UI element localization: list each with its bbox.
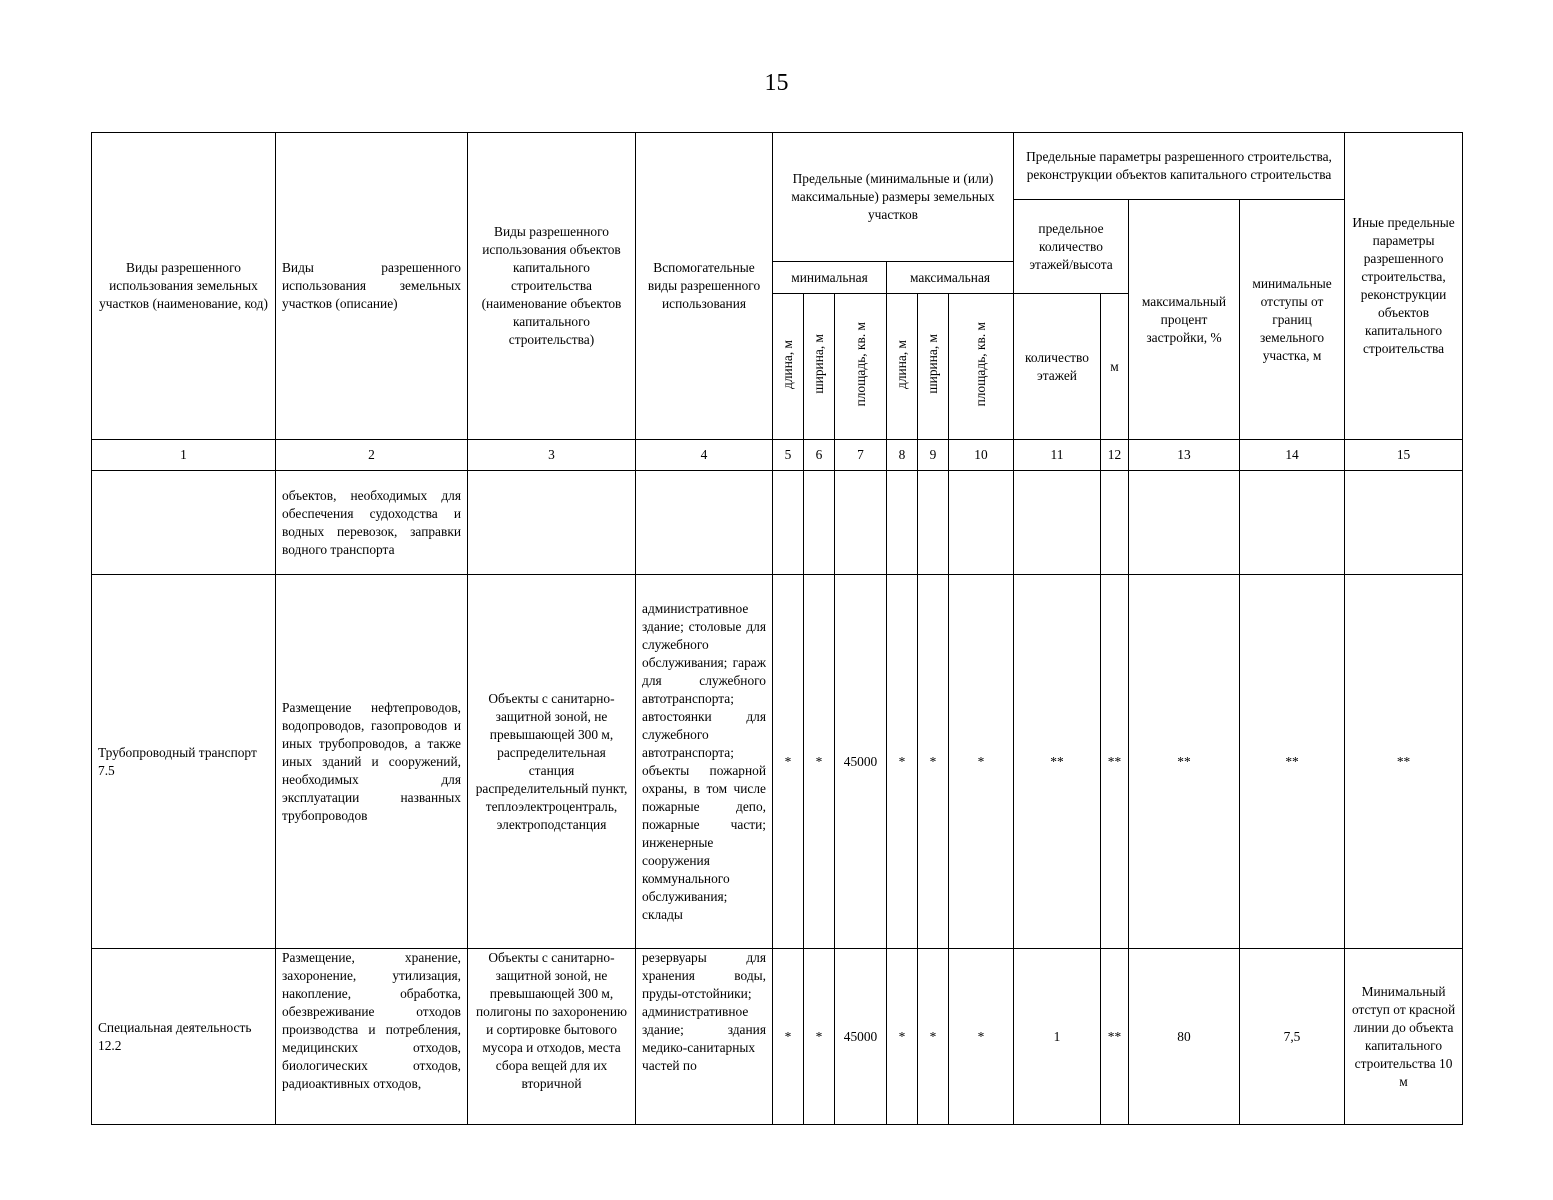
header-min-length: длина, м	[773, 294, 804, 440]
header-land-use-name: Виды разрешенного использования земельных участков (наименование, код)	[92, 133, 276, 440]
col-number: 1	[92, 440, 276, 471]
cell-min-width	[804, 471, 835, 575]
col-number: 2	[276, 440, 468, 471]
header-max-width: ширина, м	[918, 294, 949, 440]
header-auxiliary-use: Вспомогательные виды разрешенного использования	[636, 133, 773, 440]
col-number: 9	[918, 440, 949, 471]
cell-floor-count: **	[1014, 575, 1101, 949]
header-floor-count: количество этажей	[1014, 294, 1101, 440]
header-min-area: площадь, кв. м	[835, 294, 887, 440]
cell-min-indent: 7,5	[1240, 949, 1345, 1125]
header-min-width: ширина, м	[804, 294, 835, 440]
cell-height-m: **	[1101, 949, 1129, 1125]
col-number: 14	[1240, 440, 1345, 471]
table-row	[92, 471, 1463, 575]
header-min-indent: минимальные отступы от границ земельного участка, м	[1240, 200, 1345, 440]
cell-land-use-description: Размещение, хранение, захоронение, утилизация, накопление, обработка, обезвреживание отходов производства и потребления, медицинских отходов, биологических отходов, радиоактивных отходов,	[276, 949, 468, 1125]
col-number: 10	[949, 440, 1014, 471]
cell-max-area: *	[949, 949, 1014, 1125]
col-number: 13	[1129, 440, 1240, 471]
cell-land-use-name: Специальная деятельность 12.2	[92, 949, 276, 1125]
header-max-percent: максимальный процент застройки, %	[1129, 200, 1240, 440]
cell-height-m	[1101, 471, 1129, 575]
col-number: 11	[1014, 440, 1101, 471]
col-number: 5	[773, 440, 804, 471]
cell-min-area: 45000	[835, 575, 887, 949]
cell-min-area: 45000	[835, 949, 887, 1125]
header-max-length: длина, м	[887, 294, 918, 440]
cell-building-use: Объекты с санитарно-защитной зоной, не превышающей 300 м, полигоны по захоронению и сортировке бытового мусора и отходов, места сбора вещей для их вторичной	[468, 949, 636, 1125]
cell-max-width: *	[918, 949, 949, 1125]
cell-land-use-name: Трубопроводный транспорт 7.5	[92, 575, 276, 949]
cell-max-percent: **	[1129, 575, 1240, 949]
page-number: 15	[764, 70, 789, 96]
cell-land-use-name	[92, 471, 276, 575]
cell-land-use-description: Размещение нефтепроводов, водопроводов, газопроводов и иных трубопроводов, а также иных зданий и сооружений, необходимых для эксплуатации названных трубопроводов	[276, 575, 468, 949]
col-number: 15	[1345, 440, 1463, 471]
cell-other-params	[1345, 471, 1463, 575]
cell-building-use: Объекты с санитарно-защитной зоной, не превышающей 300 м, распределительная станция распределительный пункт, теплоэлектроцентраль, электроподстанция	[468, 575, 636, 949]
cell-other-params: **	[1345, 575, 1463, 949]
cell-min-area	[835, 471, 887, 575]
cell-min-length	[773, 471, 804, 575]
cell-max-percent	[1129, 471, 1240, 575]
column-number-row	[92, 440, 1463, 471]
cell-min-length: *	[773, 949, 804, 1125]
table-row	[92, 949, 1463, 1125]
col-number: 3	[468, 440, 636, 471]
header-construction-params-group: Предельные параметры разрешенного строительства, реконструкции объектов капитального строительства	[1014, 133, 1345, 200]
header-height-m: м	[1101, 294, 1129, 440]
cell-max-length: *	[887, 949, 918, 1125]
cell-min-indent	[1240, 471, 1345, 575]
col-number: 12	[1101, 440, 1129, 471]
cell-other-params: Минимальный отступ от красной линии до объекта капитального строительства 10 м	[1345, 949, 1463, 1125]
cell-auxiliary-use: административное здание; столовые для служебного обслуживания; гараж для служебного автотранспорта; автостоянки для служебного автотранспорта; объекты пожарной охраны, в том числе пожарные депо, пожарные части; инженерные сооружения коммунального обслуживания; склады	[636, 575, 773, 949]
cell-min-width: *	[804, 575, 835, 949]
cell-floor-count: 1	[1014, 949, 1101, 1125]
col-number: 8	[887, 440, 918, 471]
header-land-use-description: Виды разрешенного использования земельных участков (описание)	[276, 133, 468, 440]
cell-building-use	[468, 471, 636, 575]
cell-min-length: *	[773, 575, 804, 949]
cell-floor-count	[1014, 471, 1101, 575]
cell-land-use-description: объектов, необходимых для обеспечения судоходства и водных перевозок, заправки водного транспорта	[276, 471, 468, 575]
header-other-params: Иные предельные параметры разрешенного строительства, реконструкции объектов капитального строительства	[1345, 133, 1463, 440]
cell-max-area	[949, 471, 1014, 575]
col-number: 7	[835, 440, 887, 471]
cell-auxiliary-use: резервуары для хранения воды, пруды-отстойники; административное здание; здания медико-санитарных частей по	[636, 949, 773, 1125]
cell-max-length	[887, 471, 918, 575]
header-plot-size-group: Предельные (минимальные и (или) максимальные) размеры земельных участков	[773, 133, 1014, 262]
header-minimum: минимальная	[773, 262, 887, 294]
col-number: 4	[636, 440, 773, 471]
header-max-area: площадь, кв. м	[949, 294, 1014, 440]
cell-height-m: **	[1101, 575, 1129, 949]
cell-max-width	[918, 471, 949, 575]
cell-min-indent: **	[1240, 575, 1345, 949]
header-maximum: максимальная	[887, 262, 1014, 294]
zoning-table	[91, 132, 1463, 1125]
col-number: 6	[804, 440, 835, 471]
cell-max-area: *	[949, 575, 1014, 949]
table-row	[92, 575, 1463, 949]
cell-auxiliary-use	[636, 471, 773, 575]
cell-max-length: *	[887, 575, 918, 949]
header-floors-group: предельное количество этажей/высота	[1014, 200, 1129, 294]
cell-max-width: *	[918, 575, 949, 949]
cell-min-width: *	[804, 949, 835, 1125]
header-building-use: Виды разрешенного использования объектов капитального строительства (наименование объектов капитального строительства)	[468, 133, 636, 440]
cell-max-percent: 80	[1129, 949, 1240, 1125]
